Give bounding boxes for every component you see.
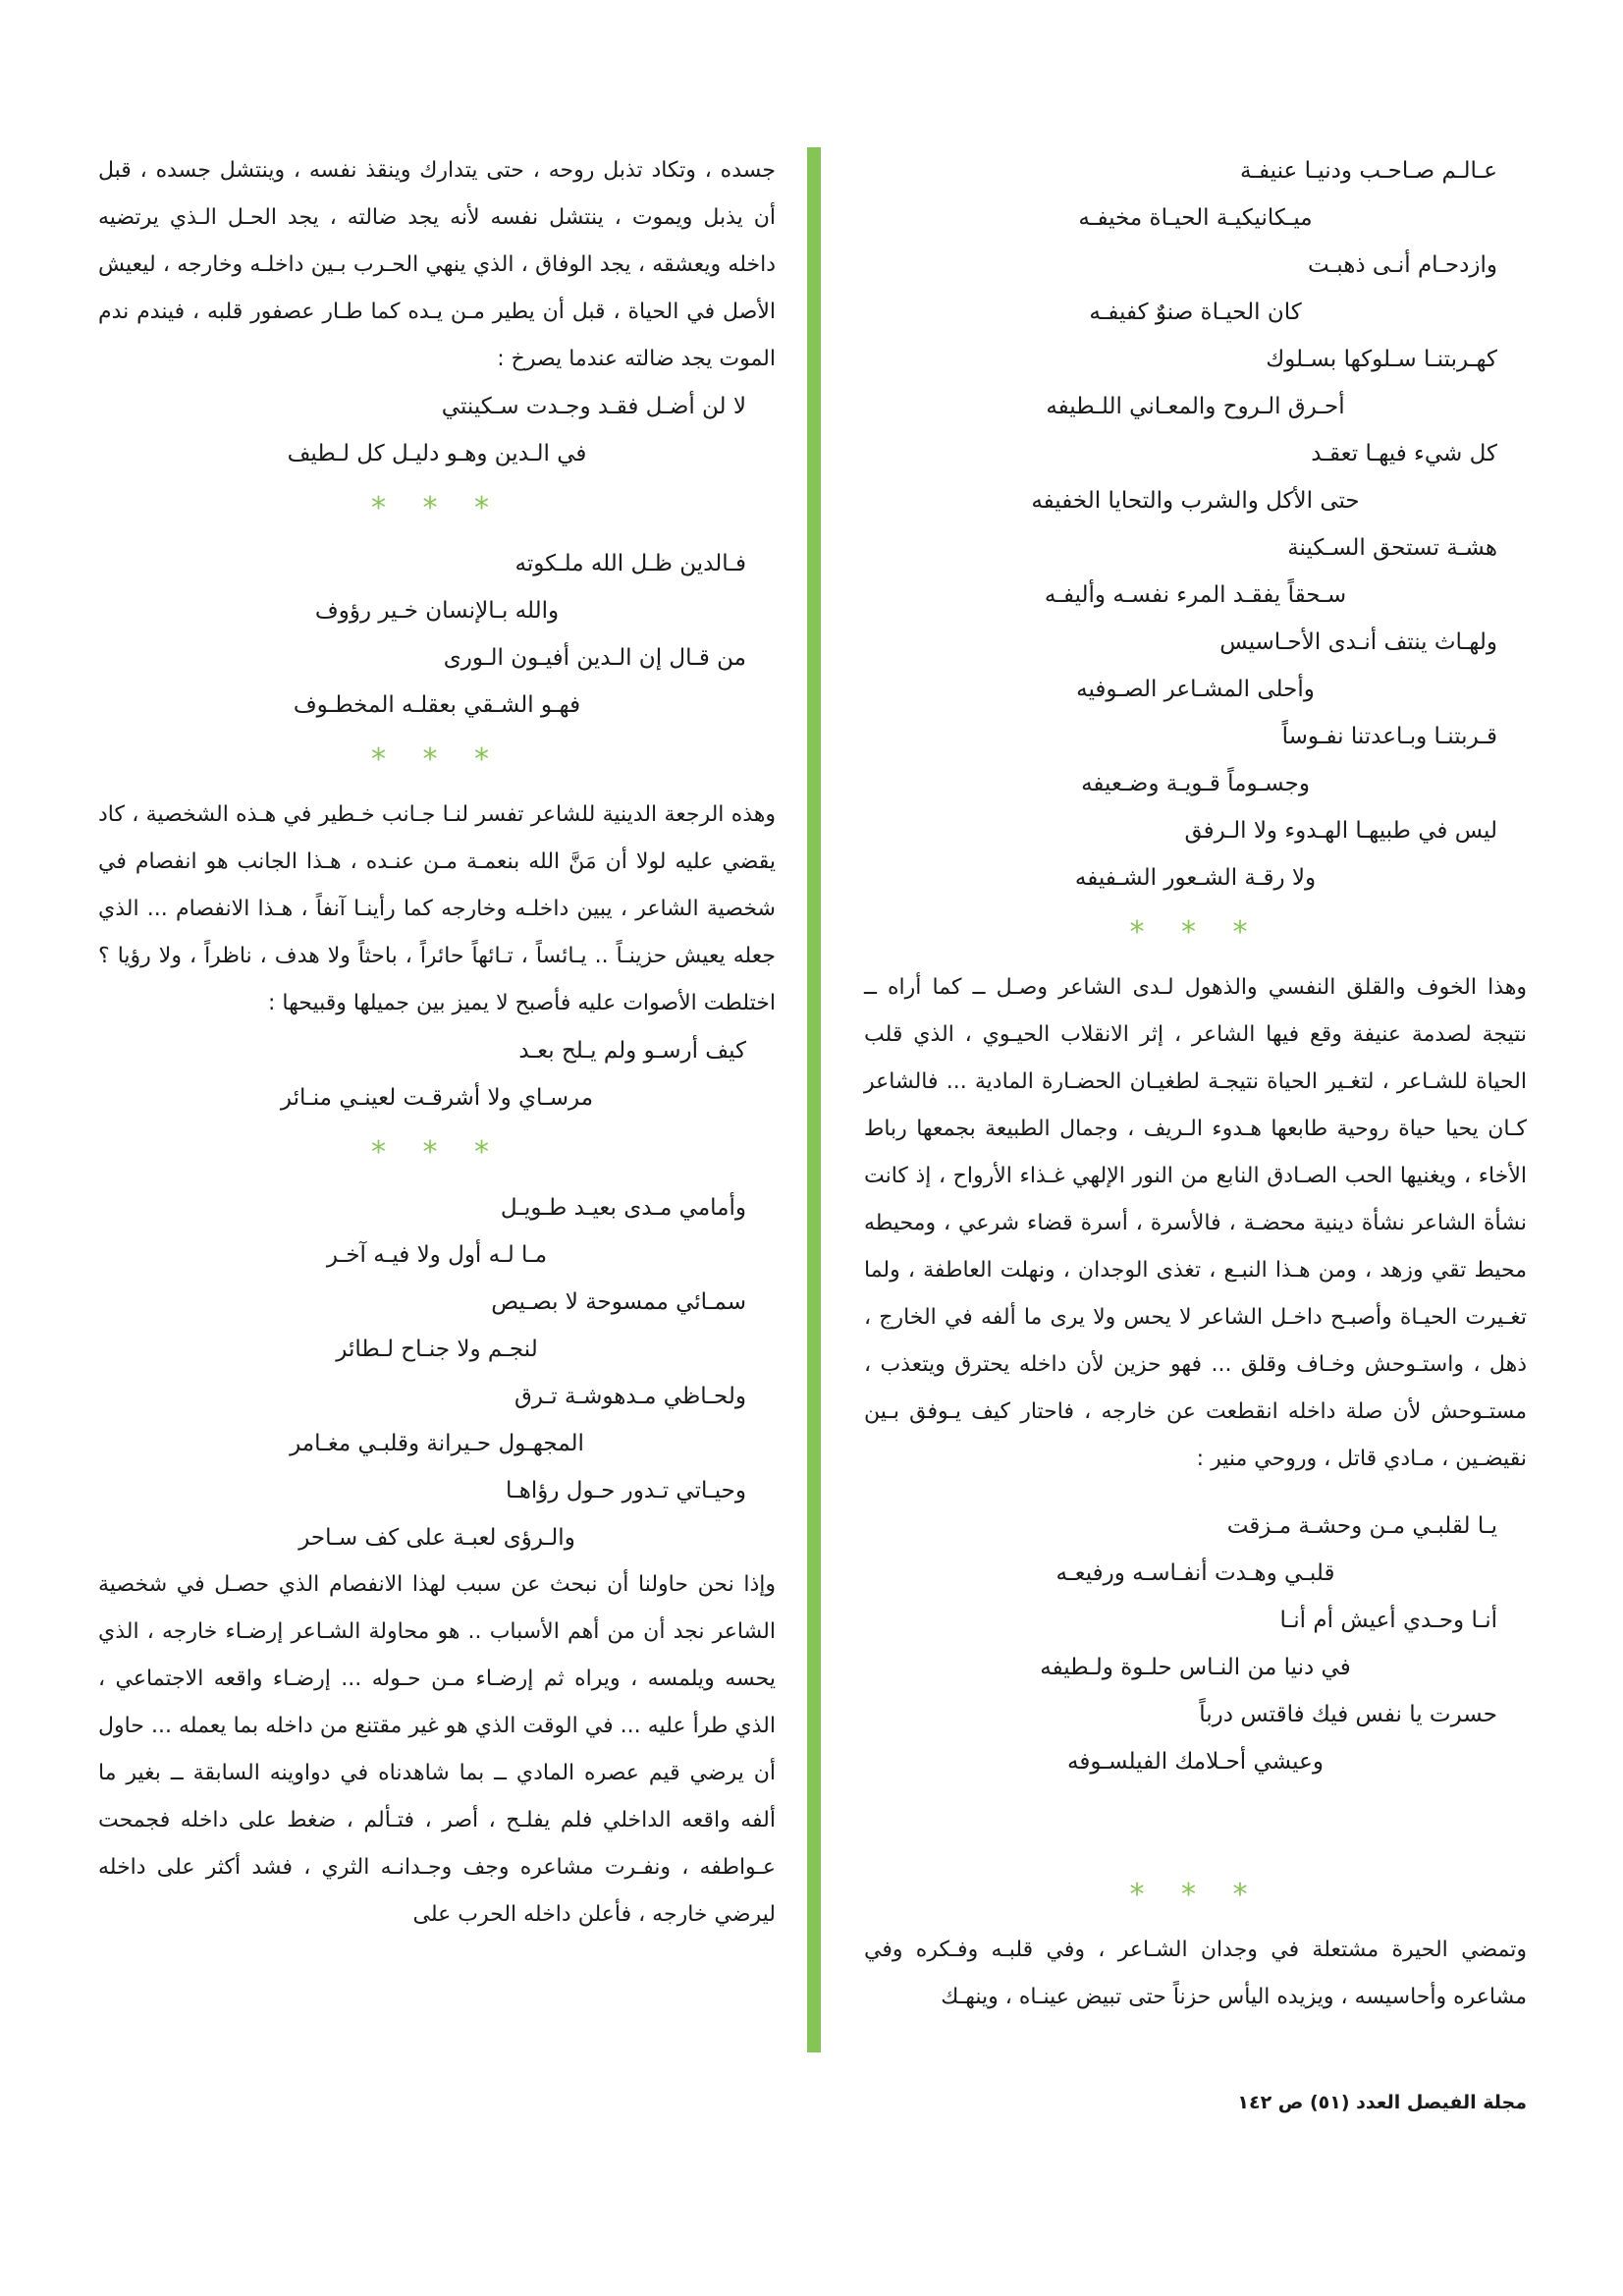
right-column — [864, 147, 1527, 2021]
poem-line: وأحلى المشـاعر الصـوفيه — [1076, 677, 1315, 702]
poem-line: والـرؤى لعبـة على كف سـاحر — [298, 1525, 575, 1551]
poem-line: هشـة تستحق السـكينة — [1287, 535, 1497, 561]
poem-line: سمـائي ممسوحة لا بصـيص — [491, 1289, 746, 1315]
poem-line: مرسـاي ولا أشرقـت لعينـي منـائر — [280, 1085, 594, 1111]
poem-line: المجهـول حـيرانة وقلبـي مغـامر — [290, 1431, 584, 1456]
paragraph: وإذا نحن حاولنا أن نبحث عن سبب لهذا الانفصام الذي حصـل في شخصية الشاعر نجد أن من أهم الأسباب .. هو محاولة الشـاعر إرضـاء خارجه ، الذي يحسه ويلمسه ، ويراه ثم إرضـاء مـن حـوله ... إرضـاء واقعه الاجتماعي ، الذي طرأ عليه ... في الوقت الذي هو غير مقتنع من داخله بما يعمله ... حاول أن يرضي قيم عصره المادي ــ بما شاهدناه في دواوينه السابقة ــ بغير ما ألفه واقعه الداخلي فلم يفلـح ، أصر ، فتـألم ، ضغط على داخله فجمحت عـواطفه ، ونفـرت مشاعره وجف وجـدانـه الثري ، فشد أكثر على داخله ليرضي خارجه ، فأعلن داخله الحرب على — [98, 1572, 776, 1927]
poem-line: وازدحـام أنـى ذهبـت — [1307, 252, 1497, 278]
left-column — [98, 147, 776, 1939]
poem-line: فـالدين ظـل الله ملـكوته — [514, 551, 746, 576]
poem-block — [864, 147, 1527, 902]
section-separator-stars: * * * — [370, 491, 504, 525]
paragraph: وهذا الخوف والقلق النفسي والذهول لـدى الشاعر وصـل ــ كما أراه ــ نتيجة لصدمة عنيفة وقع فيها الشاعر ، إثر الانقلاب الحيـوي ، الذي قلب الحياة للشـاعر ، لتغـير الحياة نتيجـة لطغيـان الحضـارة المادية ... فالشاعر كـان يحيا حياة روحية طابعها هـدوء الـريف ، وجمال الطبيعة بجمعها رباط الأخاء ، ويغنيها الحب الصـادق النابع من النور الإلهي غـذاء الأرواح ، إذ كانت نشأة الشاعر نشأة دينية محضـة ، فالأسرة ، أسرة قضاء شرعي ، ومحيطه محيط تقي وزهد ، ومن هـذا النبـع ، تغذى الوجدان ، ونهلت العاطفة ، ولما تغـيرت الحيـاة وأصبـح داخـل الشاعر لا يحس ولا يرى ما ألفه في الخارج ، ذهل ، واستـوحش وخـاف وقلق ... فهو حزين لأن داخله يحترق ويتعذب ، مستـوحش لأن صلة داخله انقطعت عن خارجه ، فاحتار كيف يـوفق بـين نقيضـين ، مـادي قاتل ، وروحي منير : — [864, 975, 1527, 1471]
poem-line: وأمامي مـدى بعيـد طـويـل — [500, 1195, 746, 1221]
poem-line: فهـو الشـقي بعقلـه المخطـوف — [293, 692, 581, 718]
poem-block — [98, 383, 776, 477]
poem-line: وعيشي أحـلامك الفيلسـوفه — [1067, 1749, 1324, 1775]
poem-block — [98, 540, 776, 729]
poem-line: كل شيء فيهـا تعقـد — [1311, 441, 1497, 466]
section-separator-stars: * * * — [1129, 915, 1262, 950]
poem-line: أنـا وحـدي أعيش أم أنـا — [1279, 1608, 1497, 1633]
poem-line: يـا لقلبـي مـن وحشـة مـزقت — [1226, 1513, 1497, 1539]
column-divider — [807, 147, 821, 2052]
poem-line: ولحـاظي مـدهوشـة تـرق — [514, 1384, 746, 1409]
poem-line: أحـرق الـروح والمعـاني اللـطيفه — [1046, 394, 1345, 419]
page-footer: مجلة الفيصل العدد (٥١) ص ١٤٢ — [1237, 2092, 1527, 2113]
poem-line: وجسـوماً قـويـة وضـعيفه — [1081, 771, 1310, 796]
poem-line: كيف أرسـو ولم يـلح بعـد — [518, 1038, 746, 1064]
poem-line: وحيـاتي تـدور حـول رؤاهـا — [506, 1478, 746, 1503]
paragraph: جسده ، وتكاد تذبل روحه ، حتى يتدارك وينقذ نفسه ، وينتشل جسده ، قبل أن يذبل ويموت ، ينتشل نفسه لأنه يجد ضالته ، يجد الحـل الـذي يرتضيه داخله ويعشقه ، يجد الوفاق ، الذي ينهي الحـرب بـين داخلـه وخارجه ، ليعيش الأصل في الحياة ، قبل أن يطير مـن يـده كما طـار عصفور قلبه ، فيندم ندم الموت يجد ضالته عندما يصرخ : — [98, 158, 776, 371]
poem-line: قـربتنـا وبـاعدتنا نفـوساً — [1281, 724, 1497, 749]
poem-line: حتى الأكل والشرب والتحايا الخفيفه — [1031, 488, 1360, 514]
poem-line: ولا رقـة الشـعور الشـفيفه — [1074, 865, 1317, 891]
poem-line: في الـدين وهـو دليـل كل لـطيف — [287, 441, 587, 466]
poem-line: كان الحيـاة صنوٌ كفيفـه — [1089, 300, 1302, 325]
paragraph: وتمضي الحيرة مشتعلة في وجدان الشـاعر ، وفي قلبـه وفـكره وفي مشاعره وأحاسيسه ، ويزيده اليأس حزناً حتى تبيض عينـاه ، وينهـك — [864, 1938, 1527, 2009]
poem-line: قلبـي وهـدت أنفـاسـه ورفيعـه — [1055, 1560, 1335, 1586]
poem-line: عـالـم صـاحـب ودنيـا عنيفـة — [1239, 158, 1497, 184]
section-separator-stars: * * * — [370, 1135, 504, 1170]
poem-line: كهـربتنـا سـلوكها بسـلوك — [1266, 347, 1497, 372]
poem-line: لنجـم ولا جنـاح لـطائر — [336, 1337, 538, 1362]
poem-line: ميـكانيكيـة الحيـاة مخيفـه — [1078, 205, 1313, 231]
paragraph: وهذه الرجعة الدينية للشاعر تفسر لنـا جـانب خـطير في هـذه الشخصية ، كاد يقضي عليه لولا أن مَنَّ الله بنعمـة مـن عنـده ، هـذا الجانب هو انفصام في شخصية الشاعر ، يبين داخلـه وخارجه كما رأينـا آنفاً ، هـذا الانفصام ... الذي جعله يعيش حزينـاً .. يـائساً ، تـائهاً حائراً ، باحثاً ولا هدف ، ناظراً ، ولا رؤيا ؟ اختلطت الأصوات عليه فأصبح لا يميز بين جميلها وقبيحها : — [98, 802, 776, 1015]
poem-line: من قـال إن الـدين أفيـون الـورى — [443, 645, 746, 671]
poem-line: ليس في طبيهـا الهـدوء ولا الـرفق — [1184, 818, 1497, 844]
poem-line: مـا لـه أول ولا فيـه آخـر — [326, 1242, 548, 1268]
poem-block — [98, 1027, 776, 1121]
poem-line: والله بـالإنسان خـير رؤوف — [314, 598, 560, 624]
poem-line: في دنيا من النـاس حلـوة ولـطيفه — [1040, 1655, 1351, 1680]
poem-line: سـحقاً يفقـد المرء نفسـه وأليفـه — [1044, 582, 1347, 608]
section-separator-stars: * * * — [1129, 1878, 1262, 1912]
poem-block — [864, 1503, 1527, 1785]
poem-line: حسرت يا نفس فيك فاقتس درباً — [1199, 1702, 1497, 1727]
poem-line: لا لن أضـل فقـد وجـدت سـكينتي — [441, 394, 746, 419]
poem-line: ولهـاث ينتف أنـدى الأحـاسيس — [1219, 629, 1497, 655]
poem-block — [98, 1184, 776, 1561]
section-separator-stars: * * * — [370, 742, 504, 777]
